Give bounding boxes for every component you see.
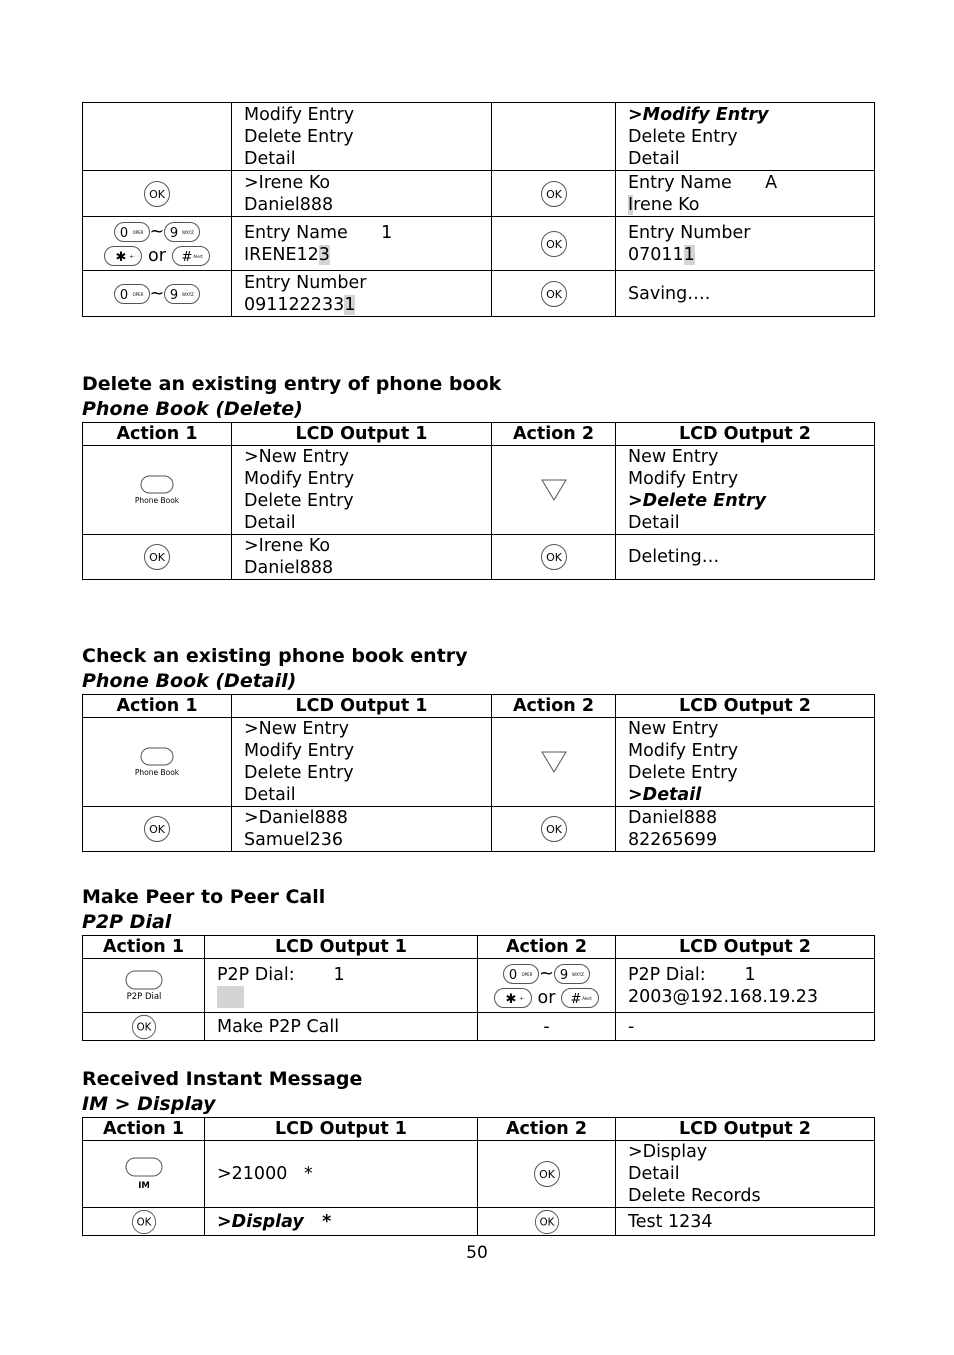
- ok-key-label: OK: [545, 823, 562, 836]
- im-key-icon[interactable]: [122, 1157, 166, 1191]
- col-header-lcd1: LCD Output 1: [232, 423, 492, 446]
- or-label: or: [148, 245, 166, 266]
- ok-key-icon[interactable]: [540, 543, 568, 571]
- action2-cell: [492, 271, 616, 317]
- key-label: 0: [119, 225, 128, 241]
- action1-cell: [83, 1141, 205, 1208]
- key-hash-icon[interactable]: [561, 988, 599, 1008]
- lcd2-cell: Deleting…: [616, 535, 875, 580]
- key-label: 9: [170, 287, 179, 303]
- ok-key-label: OK: [149, 551, 165, 564]
- lcd1-cell: [232, 217, 492, 271]
- lcd-cursor-block: [217, 986, 244, 1008]
- lcd-line: Entry Number: [244, 272, 367, 293]
- check-section-heading: [82, 644, 468, 694]
- key-star-icon[interactable]: [104, 246, 142, 266]
- col-header-action2: Action 2: [492, 695, 616, 718]
- action2-cell: [492, 446, 616, 535]
- lcd-line: Entry Number: [628, 222, 751, 243]
- action1-cell: [83, 171, 232, 217]
- lcd-line: Delete Entry: [628, 126, 738, 147]
- ok-key-icon[interactable]: [143, 543, 171, 571]
- lcd-line: Modify Entry: [244, 104, 355, 125]
- col-header-lcd2: LCD Output 2: [616, 936, 875, 959]
- action1-cell: [83, 1208, 205, 1236]
- lcd-line: P2P Dial: 1: [628, 964, 756, 985]
- key-hash-icon[interactable]: [172, 246, 210, 266]
- col-header-action2: Action 2: [478, 936, 616, 959]
- lcd2-cell: [616, 171, 875, 217]
- ok-key-label: OK: [539, 1217, 554, 1229]
- lcd-line-selected: >Modify Entry: [628, 104, 769, 125]
- lcd-line: Modify Entry: [628, 469, 739, 489]
- lcd-line: rene Ko: [633, 194, 700, 215]
- section-title: Received Instant Message: [82, 1068, 363, 1090]
- lcd-line: 2003@192.168.19.23: [628, 986, 819, 1007]
- lcd2-cell: [616, 807, 875, 852]
- key-label: 0: [509, 967, 518, 983]
- col-header-action2: Action 2: [478, 1118, 616, 1141]
- lcd-line: IRENE12: [244, 244, 319, 265]
- p2p-dial-table: [82, 935, 875, 1041]
- section-title: Delete an existing entry of phone book: [82, 373, 502, 395]
- ok-key-icon[interactable]: [143, 815, 171, 843]
- key-label: ✱: [116, 249, 127, 265]
- action1-cell: [83, 959, 205, 1013]
- lcd-line: New Entry: [628, 447, 719, 467]
- section-subtitle: P2P Dial: [82, 911, 172, 933]
- section-title: Check an existing phone book entry: [82, 645, 468, 667]
- lcd-line: Delete Entry: [628, 763, 738, 783]
- lcd-cursor: 3: [318, 244, 330, 265]
- action2-cell: [492, 807, 616, 852]
- action2-cell: [492, 217, 616, 271]
- action2-cell: -: [478, 1013, 616, 1041]
- lcd-line: 07011: [628, 244, 684, 265]
- lcd-line-selected: >Detail: [628, 785, 702, 805]
- lcd1-cell: [205, 959, 478, 1013]
- lcd-line: >New Entry: [244, 447, 349, 467]
- col-header-lcd1: LCD Output 1: [232, 695, 492, 718]
- key-caption: Phone Book: [134, 496, 180, 505]
- key-0-icon[interactable]: [114, 284, 150, 304]
- down-arrow-key-icon[interactable]: [541, 751, 567, 773]
- lcd-line: >New Entry: [244, 719, 349, 739]
- lcd-line: Daniel888: [628, 808, 718, 828]
- or-label: or: [537, 987, 556, 1008]
- action1-cell: [83, 271, 232, 317]
- action2-cell: [478, 1141, 616, 1208]
- lcd-line: Modify Entry: [244, 469, 355, 489]
- key-9-icon[interactable]: [554, 964, 590, 984]
- lcd-line: Samuel236: [244, 830, 344, 850]
- section-subtitle: Phone Book (Detail): [82, 670, 297, 692]
- key-sublabel: OPER: [132, 291, 144, 297]
- key-caption: Phone Book: [134, 768, 180, 777]
- action1-cell: [83, 535, 232, 580]
- lcd2-cell: [616, 718, 875, 807]
- col-header-action1: Action 1: [83, 695, 232, 718]
- col-header-lcd2: LCD Output 2: [616, 423, 875, 446]
- down-arrow-key-icon[interactable]: [541, 479, 567, 501]
- range-tilde: ~: [149, 283, 165, 304]
- lcd1-cell: [232, 446, 492, 535]
- col-header-action1: Action 1: [83, 423, 232, 446]
- lcd2-cell: [616, 446, 875, 535]
- key-sublabel: OPER: [521, 971, 533, 977]
- ok-key-label: OK: [136, 1022, 151, 1034]
- key-9-icon[interactable]: [164, 284, 200, 304]
- lcd-line: Delete Entry: [244, 491, 354, 511]
- lcd-line: >Daniel888: [244, 808, 348, 828]
- phone-book-key-icon[interactable]: [132, 747, 182, 777]
- ok-key-icon[interactable]: [143, 180, 171, 208]
- col-header-action2: Action 2: [492, 423, 616, 446]
- ok-key-icon[interactable]: [540, 280, 568, 308]
- action2-cell: [492, 171, 616, 217]
- action2-cell: [492, 103, 616, 171]
- ok-key-icon[interactable]: [534, 1209, 560, 1235]
- col-header-lcd1: LCD Output 1: [205, 1118, 478, 1141]
- ok-key-icon[interactable]: [131, 1209, 157, 1235]
- lcd-line: >Irene Ko: [244, 536, 331, 556]
- lcd-line: Modify Entry: [244, 741, 355, 761]
- ok-key-icon[interactable]: [540, 230, 568, 258]
- key-label: 9: [170, 225, 179, 241]
- key-caption: IM: [137, 1181, 150, 1191]
- lcd-line-selected: >Delete Entry: [628, 491, 767, 511]
- ok-key-icon[interactable]: [540, 180, 568, 208]
- key-sublabel: +·: [519, 995, 525, 1002]
- key-0-icon[interactable]: [114, 222, 150, 242]
- action1-cell: [83, 807, 232, 852]
- col-header-lcd2: LCD Output 2: [616, 695, 875, 718]
- col-header-action1: Action 1: [83, 936, 205, 959]
- action2-cell: [492, 535, 616, 580]
- col-header-lcd1: LCD Output 1: [205, 936, 478, 959]
- key-label: ✱: [505, 991, 517, 1007]
- p2p-dial-key-icon[interactable]: [119, 970, 169, 1002]
- action1-cell: [83, 103, 232, 171]
- ok-key-label: OK: [538, 1168, 555, 1181]
- key-star-icon[interactable]: [494, 988, 532, 1008]
- action1-cell: [83, 718, 232, 807]
- delete-entry-table: [82, 422, 875, 580]
- action2-cell: [478, 1208, 616, 1236]
- lcd-line: Daniel888: [244, 558, 334, 578]
- ok-key-label: OK: [545, 551, 562, 564]
- lcd2-cell: [616, 1141, 875, 1208]
- ok-key-label: OK: [136, 1217, 151, 1229]
- key-sublabel: WXYZ: [182, 291, 195, 297]
- section-title: Make Peer to Peer Call: [82, 886, 326, 908]
- phone-book-key-icon[interactable]: [132, 475, 182, 505]
- key-sublabel: Alert: [582, 995, 592, 1001]
- lcd1-cell: >21000 *: [205, 1141, 478, 1208]
- lcd2-cell: [616, 103, 875, 171]
- lcd2-cell: Saving….: [616, 271, 875, 317]
- key-sublabel: WXYZ: [182, 229, 195, 235]
- lcd2-cell: [616, 217, 875, 271]
- lcd-line: Detail: [244, 148, 296, 169]
- lcd-line: Delete Entry: [244, 763, 354, 783]
- lcd1-cell: [232, 718, 492, 807]
- key-sublabel: WXYZ: [571, 971, 584, 977]
- lcd-cursor: 1: [344, 294, 356, 315]
- lcd-line: Detail: [628, 148, 680, 169]
- lcd-line: >Irene Ko: [244, 172, 331, 193]
- lcd-line: Detail: [244, 785, 296, 805]
- lcd-line: Detail: [628, 1164, 680, 1184]
- lcd1-cell: >Display *: [205, 1208, 478, 1236]
- col-header-lcd2: LCD Output 2: [616, 1118, 875, 1141]
- key-0-icon[interactable]: [503, 964, 539, 984]
- lcd-line: Modify Entry: [628, 741, 739, 761]
- lcd-line: Detail: [628, 513, 680, 533]
- check-entry-table: [82, 694, 875, 852]
- section-subtitle: Phone Book (Delete): [82, 398, 303, 420]
- lcd1-cell: Make P2P Call: [205, 1013, 478, 1041]
- lcd-cursor: 1: [683, 244, 695, 265]
- modify-entry-table: [82, 102, 875, 317]
- lcd2-cell: Test 1234: [616, 1208, 875, 1236]
- range-tilde: ~: [539, 963, 554, 984]
- ok-key-icon[interactable]: [533, 1160, 561, 1188]
- lcd2-cell: -: [616, 1013, 875, 1041]
- key-sublabel: Alert: [192, 253, 203, 259]
- lcd-line: Detail: [244, 513, 296, 533]
- ok-key-label: OK: [545, 187, 562, 201]
- action1-cell: [83, 217, 232, 271]
- lcd-line: Entry Name A: [628, 172, 778, 193]
- ok-key-icon[interactable]: [131, 1014, 157, 1040]
- key-sublabel: +·: [129, 253, 136, 260]
- action1-cell: [83, 446, 232, 535]
- lcd1-cell: [232, 807, 492, 852]
- lcd-cursor: I: [628, 194, 634, 215]
- lcd-line: Entry Name 1: [244, 222, 393, 243]
- lcd1-cell: [232, 171, 492, 217]
- im-display-table: [82, 1117, 875, 1236]
- lcd1-cell: [232, 103, 492, 171]
- ok-key-label: OK: [545, 287, 562, 301]
- range-tilde: ~: [149, 221, 165, 242]
- section-subtitle: IM > Display: [82, 1093, 216, 1115]
- lcd-line: 82265699: [628, 830, 718, 850]
- action2-cell: [478, 959, 616, 1013]
- lcd1-cell: [232, 271, 492, 317]
- action2-cell: [492, 718, 616, 807]
- lcd1-cell: [232, 535, 492, 580]
- lcd-line: New Entry: [628, 719, 719, 739]
- im-section-heading: [82, 1067, 362, 1117]
- lcd2-cell: [616, 959, 875, 1013]
- key-label: 9: [559, 967, 568, 983]
- lcd-line: Delete Entry: [244, 126, 354, 147]
- key-label: #: [181, 249, 192, 265]
- ok-key-label: OK: [149, 187, 165, 201]
- lcd-line: P2P Dial: 1: [217, 965, 345, 985]
- ok-key-label: OK: [545, 237, 562, 251]
- key-label: #: [570, 991, 582, 1007]
- ok-key-label: OK: [149, 823, 165, 836]
- page-number: 50: [466, 1243, 488, 1263]
- key-label: 0: [119, 287, 128, 303]
- ok-key-icon[interactable]: [540, 815, 568, 843]
- key-sublabel: OPER: [132, 229, 144, 235]
- action1-cell: [83, 1013, 205, 1041]
- key-9-icon[interactable]: [164, 222, 200, 242]
- lcd-line: >Display: [628, 1142, 708, 1162]
- delete-section-heading: [82, 372, 501, 422]
- p2p-section-heading: [82, 885, 325, 935]
- lcd-line: Delete Records: [628, 1186, 761, 1206]
- lcd-line: Daniel888: [244, 194, 334, 215]
- key-caption: P2P Dial: [126, 991, 161, 1002]
- col-header-action1: Action 1: [83, 1118, 205, 1141]
- lcd-line: 091122233: [244, 294, 345, 315]
